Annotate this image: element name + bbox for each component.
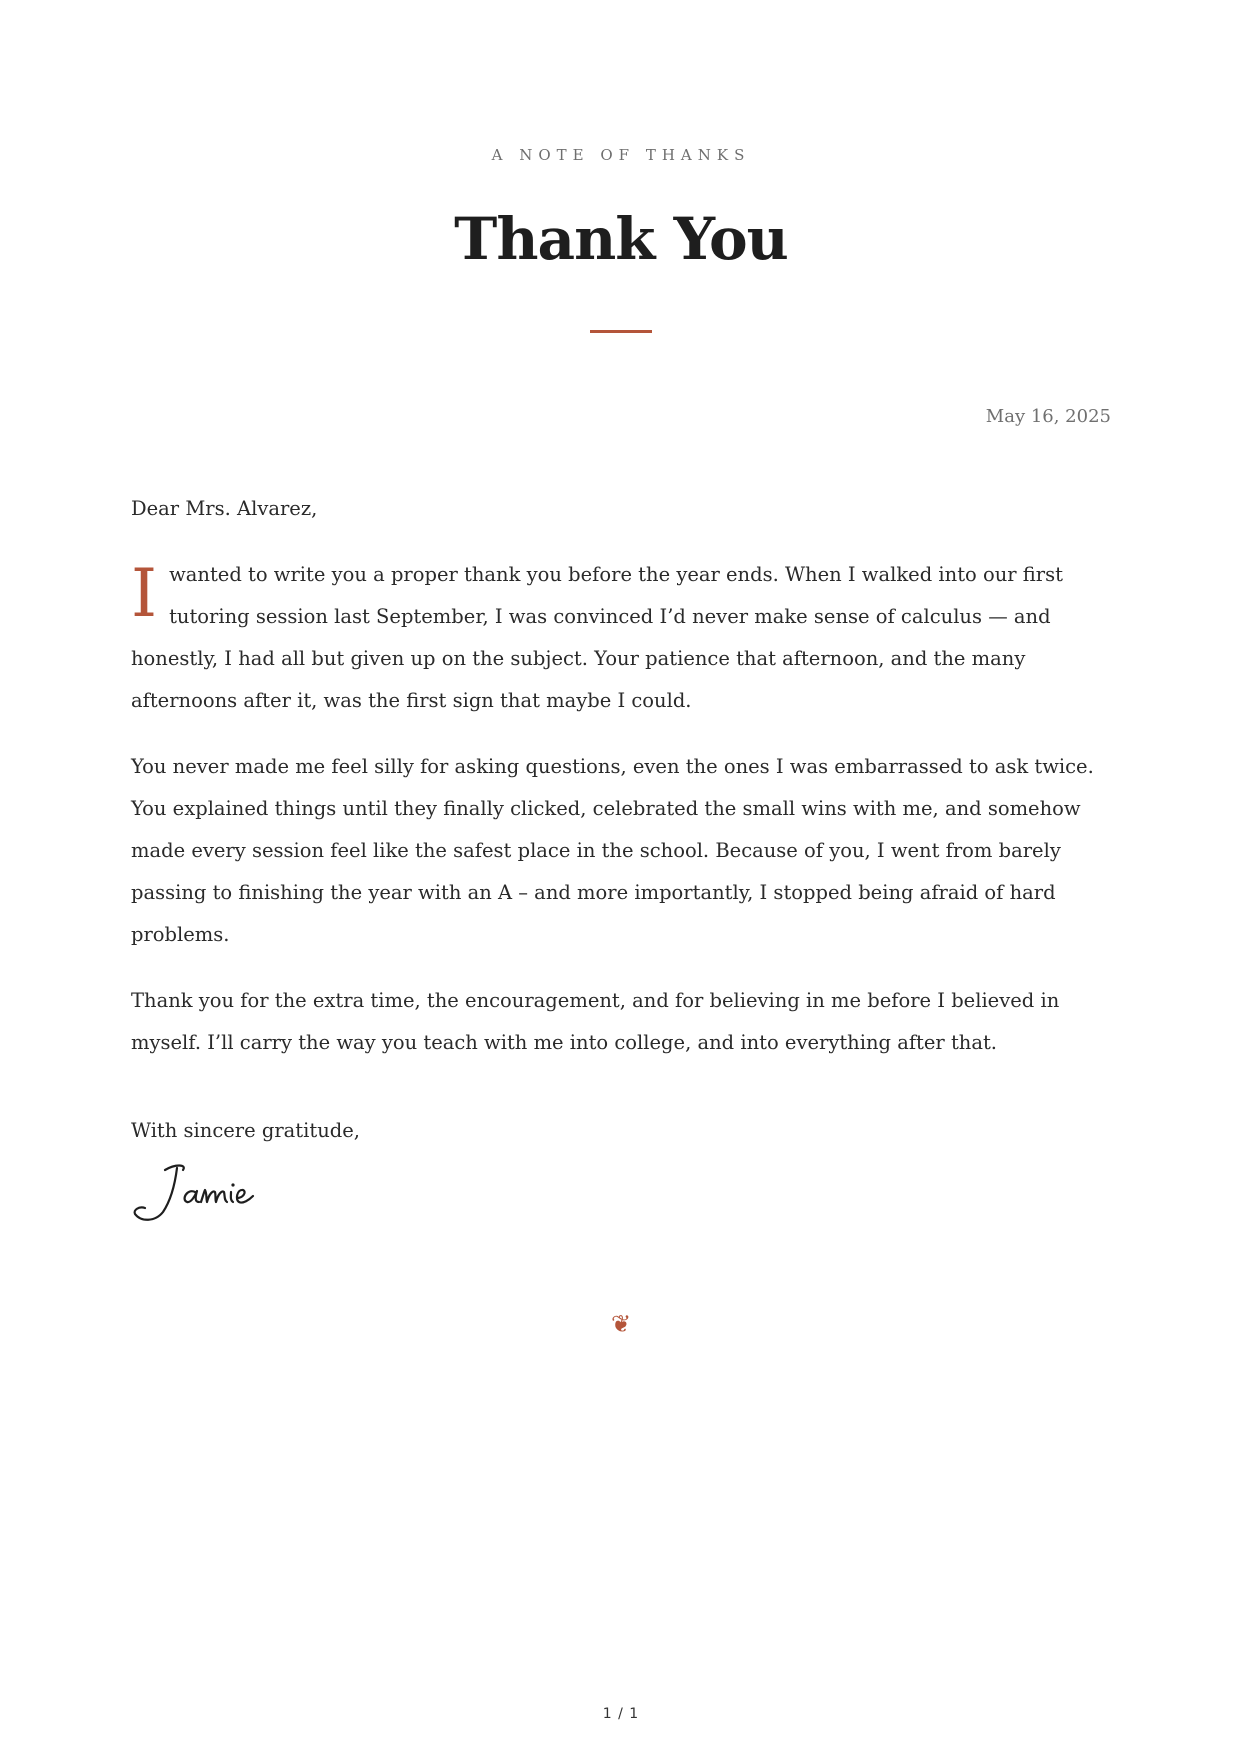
signature	[131, 1158, 271, 1228]
page-title: Thank You	[454, 205, 788, 273]
signature-image	[131, 1158, 271, 1228]
page-number: 1 / 1	[602, 1706, 640, 1722]
title-divider	[590, 330, 652, 333]
closing-line: With sincere gratitude,	[131, 1119, 360, 1142]
letter-date: May 16, 2025	[985, 406, 1111, 427]
paragraph-2: You never made me feel silly for asking questions, even the ones I was embarrassed to ask twice. You explained things until they finally clicked, celebrated the small wins with me, and somehow made every session feel like the safest place in the school. Because of you, I went from barely passing to finishing the year with an A – and more importantly, I stopped being afraid of hard problems.	[131, 755, 1094, 946]
drop-cap: I	[131, 555, 158, 632]
paragraph-1-text: wanted to write you a proper thank you before the year ends. When I walked into our first tutoring session last September, I was convinced I’d never make sense of calculus — and honestly, I had all but given up on the subject. Your patience that afternoon, and the many afternoons after it, was the first sign that maybe I could.	[131, 563, 1063, 712]
letter-body	[131, 488, 1117, 1228]
paragraph-1	[131, 554, 1117, 722]
floral-heart-icon: ❦	[610, 1310, 632, 1338]
salutation: Dear Mrs. Alvarez,	[131, 497, 318, 520]
paragraph-3: Thank you for the extra time, the encouragement, and for believing in me before I believed in myself. I’ll carry the way you teach with me into college, and into everything after that.	[131, 989, 1060, 1054]
eyebrow-label: A NOTE OF THANKS	[491, 146, 751, 164]
